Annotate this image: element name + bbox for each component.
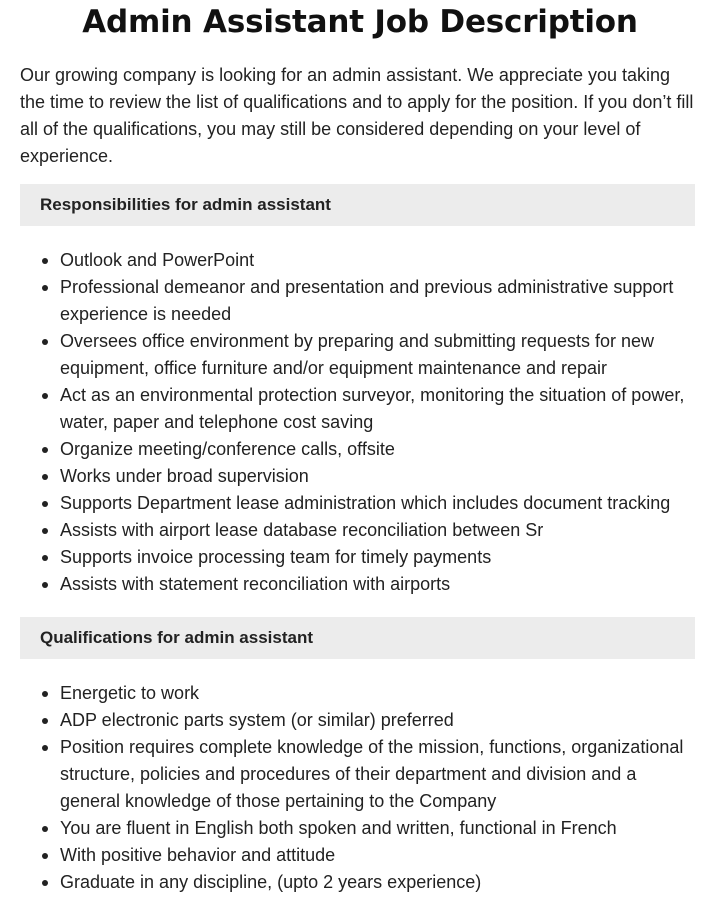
bullet-icon [42, 691, 48, 697]
list-item-text: Professional demeanor and presentation and previous administrative support experience is needed [60, 277, 674, 324]
intro-paragraph: Our growing company is looking for an admin assistant. We appreciate you taking the time to review the list of qualifications and to apply for the position. If you don’t fill all of the qualifications, you may still be considered depending on your level of experience. [20, 65, 694, 166]
list-item [20, 463, 700, 490]
list-item-text: Assists with statement reconciliation with airports [60, 574, 451, 594]
bullet-icon [42, 555, 48, 561]
list-item [20, 436, 700, 463]
list-item [20, 842, 700, 869]
list-item-text: ADP electronic parts system (or similar) preferred [60, 710, 454, 730]
section-spacer [20, 598, 700, 617]
bullet-icon [42, 339, 48, 345]
qualifications-heading: Qualifications for admin assistant [20, 617, 695, 659]
list-item-text: Act as an environmental protection surveyor, monitoring the situation of power, water, paper and telephone cost saving [60, 385, 685, 432]
list-item [20, 274, 700, 328]
list-item [20, 680, 700, 707]
list-item-text: Energetic to work [60, 683, 200, 703]
list-item-text: Graduate in any discipline, (upto 2 years experience) [60, 872, 482, 892]
bullet-icon [42, 447, 48, 453]
list-item [20, 247, 700, 274]
bullet-icon [42, 582, 48, 588]
bullet-icon [42, 826, 48, 832]
list-item [20, 328, 700, 382]
list-item [20, 734, 700, 815]
list-item-text: Position requires complete knowledge of the mission, functions, organizational structure, policies and procedures of their department and division and a general knowledge of those pertaining to the Company [60, 737, 684, 811]
list-item-text: You are fluent in English both spoken and written, functional in French [60, 818, 617, 838]
list-item [20, 544, 700, 571]
bullet-icon [42, 501, 48, 507]
bullet-icon [42, 258, 48, 264]
list-item [20, 382, 700, 436]
list-item-text: Works under broad supervision [60, 466, 309, 486]
list-item-text: With positive behavior and attitude [60, 845, 336, 865]
bullet-icon [42, 745, 48, 751]
qualifications-list [20, 680, 700, 896]
list-item-text: Oversees office environment by preparing and submitting requests for new equipment, office furniture and/or equipment maintenance and repair [60, 331, 654, 378]
bullet-icon [42, 880, 48, 886]
list-item-text: Organize meeting/conference calls, offsite [60, 439, 395, 459]
responsibilities-heading: Responsibilities for admin assistant [20, 184, 695, 226]
list-item [20, 517, 700, 544]
bullet-icon [42, 474, 48, 480]
bullet-icon [42, 853, 48, 859]
bullet-icon [42, 528, 48, 534]
list-item-text: Assists with airport lease database reconciliation between Sr [60, 520, 544, 540]
page-title: Admin Assistant Job Description [82, 4, 638, 40]
bullet-icon [42, 718, 48, 724]
bullet-icon [42, 285, 48, 291]
list-item [20, 869, 700, 896]
list-item-text: Outlook and PowerPoint [60, 250, 255, 270]
responsibilities-list [20, 247, 700, 598]
list-item [20, 571, 700, 598]
list-item [20, 490, 700, 517]
list-item-text: Supports invoice processing team for timely payments [60, 547, 492, 567]
bullet-icon [42, 393, 48, 399]
list-item [20, 815, 700, 842]
list-item [20, 707, 700, 734]
list-item-text: Supports Department lease administration which includes document tracking [60, 493, 671, 513]
